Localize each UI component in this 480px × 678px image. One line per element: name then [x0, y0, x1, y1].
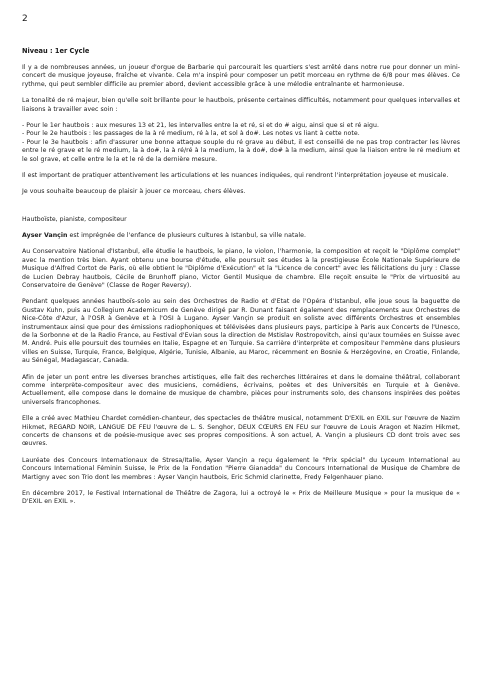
bio-paragraph-awards: Lauréate des Concours Internationaux de Stresa/Italie, Ayser Vançin a reçu également le "Prix spécial" du Lyceum International au Concours International Féminin Suisse, le Prix de la Fondation "Pierre Gianadda" du Concours International de Musique de Chambre de Martigny avec son Trio dont les membres : Ayser Vançin hautbois, Eric Schmid clarinette, Fredy Felgenhauer piano.	[22, 456, 460, 481]
page-number: 2	[22, 14, 28, 24]
bio-title: Hautboïste, pianiste, compositeur	[22, 215, 127, 223]
bullet-item: - Pour le 2e hautbois : les passages de la à ré medium, ré à la, et sol à do#. Les notes vs liant à cette note.	[22, 130, 360, 138]
tonality-paragraph: La tonalité de ré majeur, bien qu'elle soit brillante pour le hautbois, présente certaines difficultés, notamment pour quelques intervalles et liaisons à travailler avec soin :	[22, 97, 460, 113]
bullet-list	[22, 122, 460, 164]
wish-paragraph: Je vous souhaite beaucoup de plaisir à jouer ce morceau, chers élèves.	[22, 188, 246, 196]
bullet-item: - Pour le 1er hautbois : aux mesures 13 et 21, les intervalles entre la et ré, si et do # aigu, ainsi que si et ré aigu.	[22, 122, 379, 130]
section-title: Niveau : 1er Cycle	[22, 47, 90, 55]
bullet-item: - Pour le 3e hautbois : afin d'assurer une bonne attaque souple du ré grave au début, il est conseillé de ne pas trop contracter les lèvres entre le ré grave et le ré medium, la à do#, la à ré/ré à la medium, la à do#, do# à la medium, ainsi que la liaison entre le ré medium et le sol grave, et celle entre le la et le ré de la dernière mesure.	[22, 138, 460, 163]
bio-paragraph-research: Afin de jeter un pont entre les diverses branches artistiques, elle fait des recherches littéraires et dans le domaine théâtral, collaborant comme interprète-compositeur avec des musiciens, comédiens, écrivains, poètes et des Universités en Turquie et à Genève. Actuellement, elle compose dans le domaine de musique de chambre, pièces pour instruments solo, des chansons inspirées des poètes universels francophones.	[22, 373, 460, 406]
bio-paragraph-studies: Au Conservatoire National d'Istanbul, elle étudie le hautbois, le piano, le violon, l'harmonie, la composition et reçoit le "Diplôme complet" avec la mention très bien. Ayant obtenu une bourse d'étude, elle poursuit ses études à la prestigieuse École Nationale Supérieure de Musique d'Alfred Cortot de Paris, où elle obtient le "Diplôme d'Exécution" et la "Licence de concert" avec les félicitations du jury : Classe de Lucien Debray hautbois, Cécile de Brunhoff piano, Victor Gentil Musique de chambre. Elle reçoit ensuite le "Prix de virtuosité au Conservatoire de Genève" (Classe de Roger Reversy).	[22, 248, 460, 289]
intro-paragraph: Il y a de nombreuses années, un joueur d'orgue de Barbarie qui parcourait les quartiers s'est arrêté dans notre rue pour donner un mini-concert de musique joyeuse, fraîche et vivante. Cela m'a inspiré pour composer un petit morceau en rythme de 6/8 pour mes élèves. Ce rythme, qui peut sembler difficile au premier abord, devient accessible grâce à une mélodie entraînante et harmonieuse.	[22, 64, 460, 88]
bio-paragraph-career: Pendant quelques années hautboïs-solo au sein des Orchestres de Radio et d'Etat de l'Opéra d'Istanbul, elle joue sous la baguette de Gustav Kuhn, puis au Collegium Academicum de Genève dirigé par R. Dunant faisant également des remplacements aux Orchestres de Nice-Côte d'Azur, à l'OSR à Genève et à l'OSI à Lugano. Ayser Vançin se produit en soliste avec différents Orchestres et ensembles instrumentaux ainsi que pour des émissions radiophoniques et télévisées dans plusieurs pays, participe à Paris aux Concerts de l'Unesco, de la Sorbonne et de la Radio France, au Festival d'Evian sous la direction de Mstislav Rostropovitch, ainsi qu'aux tournées en Suisse avec M. André. Puis elle poursuit des tournées en Italie, Espagne et en Turquie. Sa carrière d'interprète et compositeur l'emmène dans plusieurs villes en Suisse, Turquie, France, Belgique, Algérie, Tunisie, Albanie, au Maroc, récemment en Bosnie & Herzégovine, en Croatie, Finlande, au Sénégal, Madagascar, Canada.	[22, 298, 460, 365]
bio-lead-rest: est imprégnée de l'enfance de plusieurs cultures à Istanbul, sa ville natale.	[67, 231, 306, 239]
articulations-paragraph: Il est important de pratiquer attentivement les articulations et les nuances indiquées, qui rendront l'interprétation joyeuse et musicale.	[22, 172, 449, 180]
bio-paragraph-zagora: En décembre 2017, le Festival International de Théâtre de Zagora, lui a octroyé le « Prix de Meilleure Musique » pour la musique de « D'EXIL en EXIL ».	[22, 490, 460, 506]
spacer	[22, 205, 460, 215]
bio-lead-paragraph	[22, 232, 460, 240]
bio-lead-name: Ayser Vançin	[22, 231, 68, 239]
bio-paragraph-shows: Elle a créé avec Mathieu Chardet comédien-chanteur, des spectacles de théâtre musical, notamment D'EXIL en EXIL sur l'œuvre de Nazim Hikmet, REGARD NOIR, LANGUE DE FEU l'œuvre de L. S. Senghor, DEUX CŒURS EN FEU sur l'œuvre de Louis Aragon et Nazim Hikmet, concerts de chansons et de poésie-musique avec ses propres compositions. À son actuel, A. Vançin a plusieurs CD dont trois avec ses œuvres.	[22, 415, 460, 448]
